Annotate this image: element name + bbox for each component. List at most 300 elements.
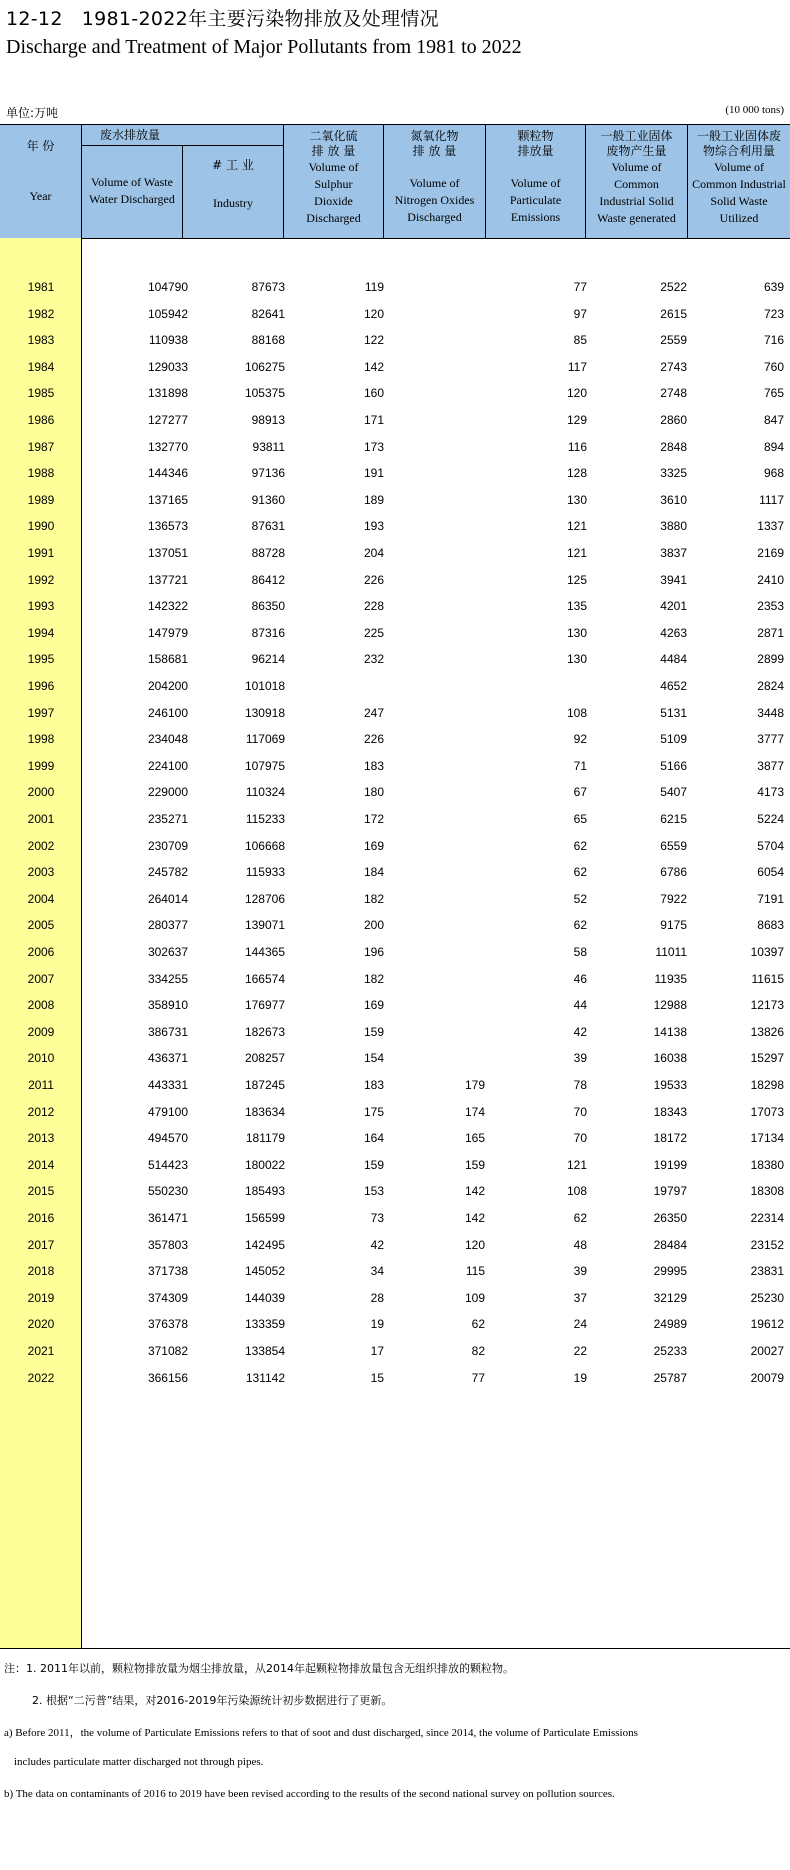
table-row — [0, 759, 790, 779]
cell-particulate: 58 — [573, 945, 587, 959]
cell-industry: 144365 — [244, 945, 285, 959]
cell-solid-generated: 32129 — [653, 1290, 687, 1305]
cell-solid-generated: 6215 — [660, 812, 687, 826]
cell-year: 2020 — [27, 1317, 55, 1332]
cell-wastewater: 104790 — [147, 280, 188, 294]
cell-so2: 172 — [363, 812, 384, 826]
cell-industry: 131142 — [245, 1370, 285, 1385]
table-row — [0, 493, 790, 513]
cell-industry: 86350 — [251, 599, 285, 614]
table-row — [0, 280, 790, 300]
cell-particulate: 46 — [573, 971, 587, 986]
cell-particulate: 70 — [573, 1131, 587, 1146]
table-header — [0, 125, 790, 239]
cell-so2: 171 — [363, 413, 384, 427]
cell-so2: 200 — [363, 918, 384, 933]
cell-wastewater: 386731 — [147, 1024, 188, 1039]
cell-wastewater: 224100 — [147, 758, 188, 773]
cell-particulate: 97 — [573, 306, 587, 321]
cell-nox: 174 — [464, 1104, 485, 1119]
note-cn-1: 注：1. 2011年以前，颗粒物排放量为烟尘排放量，从2014年起颗粒物排放量包含无组织排放的颗粒物。 — [4, 1662, 514, 1675]
cell-nox: 82 — [471, 1344, 485, 1358]
cell-nox: 165 — [464, 1131, 485, 1146]
cell-so2: 175 — [363, 1104, 384, 1119]
cell-solid-generated: 2848 — [660, 439, 687, 454]
cell-wastewater: 229000 — [147, 785, 188, 800]
cell-solid-generated: 11011 — [655, 945, 687, 959]
cell-year: 1998 — [27, 732, 55, 747]
cell-wastewater: 436371 — [147, 1051, 188, 1066]
cell-wastewater: 131898 — [147, 386, 188, 401]
table-row — [0, 652, 790, 672]
cell-year: 1982 — [27, 306, 55, 321]
cell-year: 1985 — [27, 386, 55, 401]
cell-solid-utilized: 8683 — [757, 918, 784, 933]
cell-year: 1991 — [27, 546, 55, 560]
header-solid-utilized: 一般工业固体废 物综合利用量 Volume of Common Industrial Solid Waste Utilized — [692, 129, 786, 225]
cell-industry: 185493 — [244, 1184, 285, 1199]
cell-industry: 97136 — [251, 466, 285, 481]
cell-so2: 189 — [363, 492, 384, 507]
cell-solid-generated: 5166 — [660, 758, 687, 773]
cell-solid-utilized: 716 — [763, 333, 784, 348]
cell-solid-generated: 9175 — [660, 918, 687, 933]
cell-particulate: 24 — [573, 1317, 587, 1332]
cell-year: 1997 — [27, 705, 55, 720]
cell-so2: 42 — [370, 1237, 384, 1252]
cell-industry: 144039 — [244, 1290, 285, 1305]
cell-year: 2009 — [27, 1024, 55, 1039]
table-title-en: Discharge and Treatment of Major Pollutants from 1981 to 2022 — [6, 36, 522, 58]
cell-so2: 232 — [363, 652, 384, 667]
cell-solid-generated: 4484 — [660, 652, 687, 667]
cell-solid-generated: 2748 — [660, 386, 687, 401]
cell-solid-generated: 26350 — [653, 1211, 687, 1225]
cell-wastewater: 376378 — [147, 1317, 188, 1332]
cell-solid-utilized: 639 — [763, 280, 784, 294]
header-particulate: 颗粒物 排放量 Volume of Particulate Emissions — [486, 125, 586, 238]
cell-solid-generated: 28484 — [653, 1237, 687, 1252]
cell-so2: 153 — [363, 1184, 384, 1199]
cell-particulate: 117 — [567, 359, 587, 374]
cell-so2: 193 — [363, 519, 384, 534]
cell-wastewater: 129033 — [147, 359, 188, 374]
cell-year: 2022 — [27, 1370, 55, 1385]
cell-nox: 77 — [471, 1370, 485, 1385]
cell-wastewater: 280377 — [147, 918, 188, 933]
cell-wastewater: 246100 — [147, 705, 188, 720]
cell-industry: 130918 — [244, 705, 285, 720]
cell-nox: 159 — [464, 1157, 485, 1172]
table-row — [0, 440, 790, 460]
cell-industry: 166574 — [244, 971, 285, 986]
cell-particulate: 42 — [573, 1024, 587, 1039]
table-row — [0, 892, 790, 912]
cell-year: 1996 — [27, 679, 55, 693]
cell-industry: 208257 — [244, 1051, 285, 1066]
cell-so2: 164 — [363, 1131, 384, 1146]
unit-label-cn: 单位:万吨 — [6, 106, 59, 120]
cell-industry: 87631 — [251, 519, 285, 534]
cell-year: 2016 — [27, 1211, 55, 1225]
cell-particulate: 116 — [567, 439, 587, 454]
cell-year: 1987 — [27, 439, 55, 454]
cell-solid-generated: 25787 — [653, 1370, 687, 1385]
cell-industry: 115233 — [245, 812, 285, 826]
table-row — [0, 599, 790, 619]
cell-industry: 133359 — [244, 1317, 285, 1332]
cell-solid-utilized: 17134 — [750, 1131, 784, 1146]
cell-industry: 115933 — [245, 865, 285, 880]
cell-industry: 82641 — [251, 306, 285, 321]
cell-solid-utilized: 15297 — [750, 1051, 784, 1066]
cell-industry: 106275 — [244, 359, 285, 374]
cell-particulate: 135 — [566, 599, 587, 614]
cell-solid-utilized: 17073 — [750, 1104, 784, 1119]
cell-year: 1993 — [27, 599, 55, 614]
cell-solid-generated: 5131 — [660, 705, 687, 720]
table-row — [0, 1264, 790, 1284]
table-row — [0, 573, 790, 593]
cell-wastewater: 204200 — [147, 679, 188, 693]
table-row — [0, 732, 790, 752]
header-nox: 氮氧化物 排 放 量 Volume of Nitrogen Oxides Discharged — [384, 125, 486, 238]
cell-particulate: 62 — [573, 865, 587, 880]
cell-year: 2019 — [27, 1290, 55, 1305]
cell-solid-utilized: 968 — [763, 466, 784, 481]
cell-particulate: 130 — [566, 492, 587, 507]
cell-wastewater: 366156 — [147, 1370, 188, 1385]
cell-solid-utilized: 2899 — [757, 652, 784, 667]
cell-year: 1995 — [27, 652, 55, 667]
cell-wastewater: 245782 — [147, 865, 188, 880]
cell-particulate: 125 — [566, 572, 587, 587]
cell-solid-utilized: 765 — [763, 386, 784, 401]
cell-particulate: 130 — [566, 652, 587, 667]
table-row — [0, 865, 790, 885]
note-en-1: a) Before 2011，the volume of Particulate Emissions refers to that of soot and dust discharged, since 2014, the volume of Particulate Emissions — [4, 1727, 638, 1739]
cell-wastewater: 136573 — [147, 519, 188, 534]
cell-solid-generated: 2743 — [660, 359, 687, 374]
cell-particulate: 62 — [573, 918, 587, 933]
cell-solid-generated: 6559 — [660, 838, 687, 853]
cell-wastewater: 137721 — [147, 572, 188, 587]
cell-industry: 96214 — [251, 652, 285, 667]
cell-wastewater: 105942 — [147, 306, 188, 321]
cell-solid-generated: 7922 — [660, 891, 687, 906]
cell-solid-generated: 2615 — [660, 306, 687, 321]
cell-so2: 183 — [363, 1078, 384, 1092]
cell-industry: 105375 — [244, 386, 285, 401]
cell-year: 1988 — [27, 466, 55, 481]
cell-solid-utilized: 25230 — [750, 1290, 784, 1305]
cell-year: 1981 — [27, 280, 55, 294]
cell-year: 2021 — [27, 1344, 55, 1358]
cell-industry: 117069 — [245, 732, 285, 747]
cell-so2: 169 — [363, 838, 384, 853]
table-row — [0, 307, 790, 327]
cell-solid-generated: 18172 — [653, 1131, 687, 1146]
cell-so2: 226 — [363, 572, 384, 587]
cell-particulate: 77 — [573, 280, 587, 294]
table-row — [0, 466, 790, 486]
cell-solid-utilized: 5704 — [757, 838, 784, 853]
cell-industry: 180022 — [244, 1157, 285, 1172]
cell-so2: 182 — [363, 891, 384, 906]
cell-solid-generated: 19199 — [653, 1157, 687, 1172]
cell-nox: 142 — [464, 1184, 485, 1199]
cell-particulate: 62 — [573, 1211, 587, 1225]
cell-particulate: 121 — [566, 519, 587, 534]
cell-so2: 225 — [363, 625, 384, 640]
cell-solid-utilized: 2824 — [757, 679, 784, 693]
cell-solid-utilized: 2410 — [757, 572, 784, 587]
cell-industry: 88728 — [251, 546, 285, 560]
cell-particulate: 78 — [573, 1078, 587, 1092]
cell-wastewater: 302637 — [147, 945, 188, 959]
cell-industry: 88168 — [251, 333, 285, 348]
table-row — [0, 360, 790, 380]
cell-so2: 15 — [370, 1370, 384, 1385]
cell-so2: 169 — [363, 998, 384, 1013]
cell-solid-utilized: 4173 — [757, 785, 784, 800]
cell-wastewater: 443331 — [147, 1078, 188, 1092]
cell-solid-utilized: 5224 — [757, 812, 784, 826]
header-so2: 二氧化硫 排 放 量 Volume of Sulphur Dioxide Discharged — [284, 125, 384, 238]
cell-wastewater: 334255 — [147, 971, 188, 986]
cell-wastewater: 144346 — [147, 466, 188, 481]
cell-particulate: 19 — [573, 1370, 587, 1385]
cell-industry: 110324 — [245, 785, 285, 800]
table-row — [0, 945, 790, 965]
cell-particulate: 129 — [566, 413, 587, 427]
cell-so2: 17 — [370, 1344, 384, 1358]
cell-so2: 28 — [370, 1290, 384, 1305]
cell-industry: 86412 — [251, 572, 285, 587]
cell-industry: 182673 — [244, 1024, 285, 1039]
cell-wastewater: 357803 — [147, 1237, 188, 1252]
cell-wastewater: 514423 — [147, 1157, 188, 1172]
cell-solid-generated: 14138 — [653, 1024, 687, 1039]
pollutants-table — [0, 124, 790, 1649]
cell-solid-utilized: 760 — [763, 359, 784, 374]
cell-year: 1983 — [27, 333, 55, 348]
cell-solid-generated: 24989 — [653, 1317, 687, 1332]
cell-particulate: 39 — [573, 1264, 587, 1279]
cell-solid-utilized: 12173 — [750, 998, 784, 1013]
cell-solid-utilized: 1337 — [757, 519, 784, 534]
cell-industry: 101018 — [244, 679, 285, 693]
note-en-1-cont: includes particulate matter discharged not through pipes. — [14, 1756, 264, 1768]
cell-solid-generated: 29995 — [653, 1264, 687, 1279]
header-wastewater-group: 废水排放量 — [82, 125, 284, 146]
cell-solid-utilized: 723 — [763, 306, 784, 321]
cell-solid-utilized: 18308 — [750, 1184, 784, 1199]
cell-industry: 91360 — [251, 492, 285, 507]
cell-year: 2017 — [27, 1237, 55, 1252]
cell-so2: 204 — [363, 546, 384, 560]
table-row — [0, 1078, 790, 1098]
table-row — [0, 1105, 790, 1125]
cell-industry: 98913 — [251, 413, 285, 427]
cell-so2: 180 — [363, 785, 384, 800]
cell-solid-generated: 4201 — [660, 599, 687, 614]
cell-particulate: 121 — [566, 1157, 587, 1172]
cell-so2: 184 — [363, 865, 384, 880]
cell-particulate: 120 — [566, 386, 587, 401]
cell-solid-utilized: 18380 — [750, 1157, 784, 1172]
cell-particulate: 85 — [573, 333, 587, 348]
table-row — [0, 839, 790, 859]
cell-solid-utilized: 1117 — [759, 492, 784, 507]
cell-so2: 120 — [363, 306, 384, 321]
cell-year: 2008 — [27, 998, 55, 1013]
table-row — [0, 679, 790, 699]
cell-wastewater: 137051 — [147, 546, 188, 560]
cell-solid-utilized: 23152 — [750, 1237, 784, 1252]
cell-solid-utilized: 2871 — [757, 625, 784, 640]
cell-industry: 87673 — [251, 280, 285, 294]
header-year: 年 份 Year — [0, 125, 82, 238]
cell-wastewater: 132770 — [147, 439, 188, 454]
cell-year: 2018 — [27, 1264, 55, 1279]
cell-year: 2014 — [27, 1157, 55, 1172]
cell-so2: 160 — [363, 386, 384, 401]
cell-solid-utilized: 3448 — [757, 705, 784, 720]
cell-wastewater: 142322 — [147, 599, 188, 614]
table-row — [0, 706, 790, 726]
cell-industry: 187245 — [244, 1078, 285, 1092]
cell-solid-generated: 3880 — [660, 519, 687, 534]
cell-solid-utilized: 7191 — [757, 891, 784, 906]
cell-solid-utilized: 3777 — [757, 732, 784, 747]
cell-solid-utilized: 13826 — [750, 1024, 784, 1039]
cell-solid-generated: 3941 — [660, 572, 687, 587]
cell-solid-utilized: 11615 — [751, 971, 784, 986]
cell-particulate: 37 — [573, 1290, 587, 1305]
cell-so2: 196 — [363, 945, 384, 959]
cell-wastewater: 371082 — [147, 1344, 188, 1358]
cell-industry: 106668 — [244, 838, 285, 853]
cell-year: 2012 — [27, 1104, 55, 1119]
cell-wastewater: 147979 — [147, 625, 188, 640]
table-row — [0, 1238, 790, 1258]
cell-so2: 226 — [363, 732, 384, 747]
cell-so2: 173 — [363, 439, 384, 454]
cell-wastewater: 371738 — [147, 1264, 188, 1279]
table-row — [0, 918, 790, 938]
cell-year: 1986 — [27, 413, 55, 427]
cell-nox: 120 — [464, 1237, 485, 1252]
cell-particulate: 108 — [566, 1184, 587, 1199]
cell-nox: 62 — [471, 1317, 485, 1332]
cell-wastewater: 494570 — [147, 1131, 188, 1146]
cell-particulate: 62 — [573, 838, 587, 853]
cell-solid-generated: 25233 — [653, 1344, 687, 1358]
cell-year: 2003 — [27, 865, 55, 880]
cell-particulate: 70 — [573, 1104, 587, 1119]
note-cn-2: 2. 根据“二污普”结果，对2016-2019年污染源统计初步数据进行了更新。 — [32, 1694, 393, 1707]
cell-so2: 122 — [363, 333, 384, 348]
cell-solid-utilized: 6054 — [757, 865, 784, 880]
cell-wastewater: 374309 — [147, 1290, 188, 1305]
cell-wastewater: 158681 — [147, 652, 188, 667]
cell-so2: 183 — [363, 758, 384, 773]
cell-wastewater: 230709 — [147, 838, 188, 853]
cell-industry: 139071 — [244, 918, 285, 933]
cell-year: 1992 — [27, 572, 55, 587]
cell-year: 2015 — [27, 1184, 55, 1199]
table-row — [0, 626, 790, 646]
cell-particulate: 22 — [573, 1344, 587, 1358]
cell-wastewater: 110938 — [148, 333, 188, 348]
cell-particulate: 39 — [573, 1051, 587, 1066]
cell-so2: 191 — [363, 466, 384, 481]
cell-nox: 109 — [464, 1290, 485, 1305]
cell-solid-generated: 2522 — [660, 280, 687, 294]
cell-so2: 73 — [370, 1211, 384, 1225]
cell-solid-generated: 4652 — [660, 679, 687, 693]
cell-solid-utilized: 894 — [763, 439, 784, 454]
cell-solid-utilized: 19612 — [750, 1317, 784, 1332]
cell-year: 2005 — [27, 918, 55, 933]
cell-solid-generated: 3837 — [660, 546, 687, 560]
table-row — [0, 998, 790, 1018]
table-row — [0, 413, 790, 433]
unit-label-en: (10 000 tons) — [725, 104, 784, 116]
cell-year: 1990 — [27, 519, 55, 534]
cell-solid-utilized: 20079 — [750, 1370, 784, 1385]
table-row — [0, 785, 790, 805]
cell-industry: 107975 — [244, 758, 285, 773]
table-row — [0, 333, 790, 353]
cell-solid-generated: 4263 — [660, 625, 687, 640]
cell-particulate: 52 — [573, 891, 587, 906]
cell-solid-generated: 3610 — [660, 492, 687, 507]
cell-solid-generated: 5407 — [660, 785, 687, 800]
cell-wastewater: 137165 — [147, 492, 188, 507]
cell-wastewater: 361471 — [147, 1211, 188, 1225]
cell-so2: 19 — [370, 1317, 384, 1332]
cell-solid-generated: 16038 — [653, 1051, 687, 1066]
cell-wastewater: 234048 — [147, 732, 188, 747]
cell-particulate: 121 — [566, 546, 587, 560]
table-row — [0, 1025, 790, 1045]
cell-solid-generated: 5109 — [660, 732, 687, 747]
cell-solid-generated: 12988 — [653, 998, 687, 1013]
cell-solid-generated: 2559 — [660, 333, 687, 348]
table-row — [0, 1158, 790, 1178]
cell-solid-utilized: 3877 — [757, 758, 784, 773]
cell-wastewater: 479100 — [147, 1104, 188, 1119]
cell-industry: 145052 — [244, 1264, 285, 1279]
cell-particulate: 130 — [566, 625, 587, 640]
cell-particulate: 67 — [573, 785, 587, 800]
cell-so2: 34 — [370, 1264, 384, 1279]
table-row — [0, 972, 790, 992]
cell-solid-generated: 11935 — [654, 971, 687, 986]
table-row — [0, 519, 790, 539]
cell-year: 2006 — [27, 945, 55, 959]
cell-year: 1994 — [27, 625, 55, 640]
table-row — [0, 1051, 790, 1071]
cell-nox: 179 — [464, 1078, 485, 1092]
cell-wastewater: 550230 — [147, 1184, 188, 1199]
cell-particulate: 128 — [566, 466, 587, 481]
cell-solid-generated: 19797 — [653, 1184, 687, 1199]
cell-particulate: 71 — [573, 758, 587, 773]
cell-solid-generated: 6786 — [660, 865, 687, 880]
